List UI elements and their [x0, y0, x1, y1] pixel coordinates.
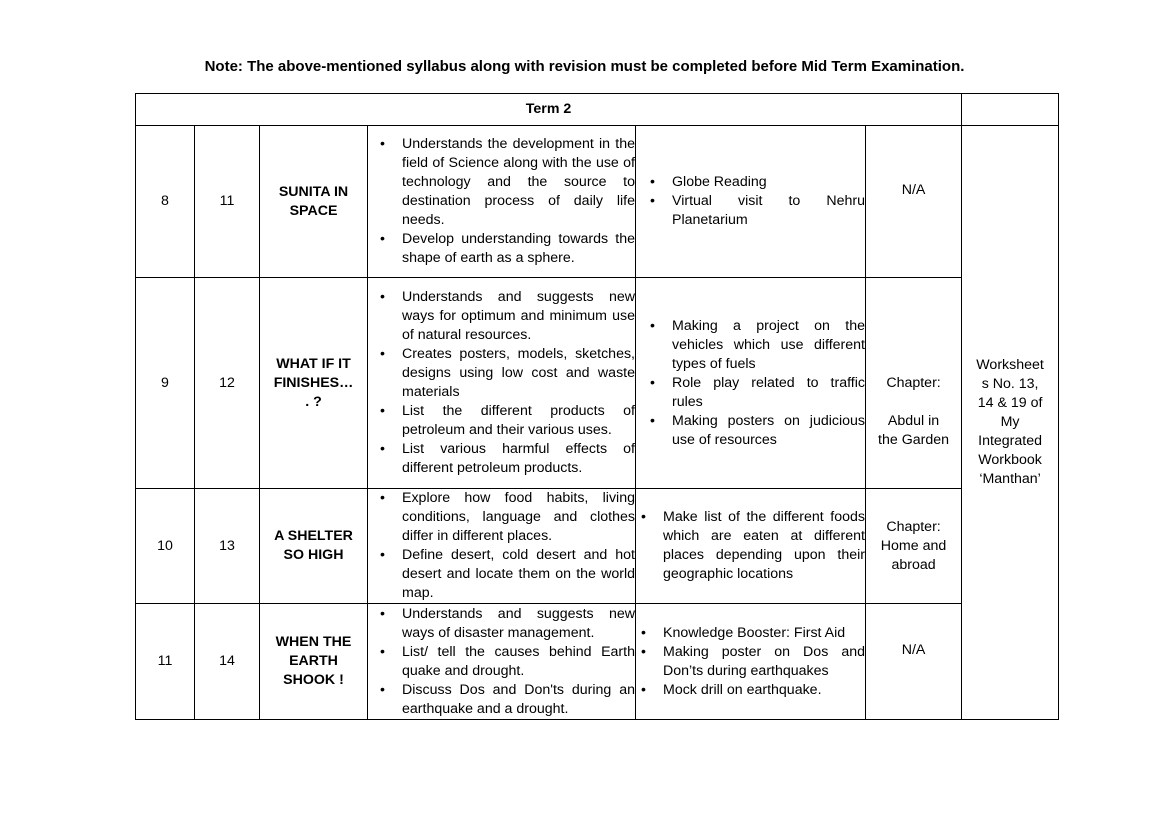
list-item: • Role play related to traffic rules — [672, 374, 865, 412]
list-item: • Understands the development in the field of Science along with the use of technology and the source to destination process of daily life needs. — [402, 135, 635, 230]
serial-number: 8 — [136, 126, 195, 278]
table-row — [136, 604, 1059, 720]
list-item: • Knowledge Booster: First Aid — [663, 624, 865, 643]
list-item: • Globe Reading — [672, 173, 865, 192]
chapter-number: 13 — [195, 489, 260, 604]
subject-integration: N/A — [866, 604, 962, 720]
subject-integration: Chapter: Abdul in the Garden — [866, 278, 962, 489]
serial-number: 11 — [136, 604, 195, 720]
worksheet-reference: Worksheet s No. 13, 14 & 19 of My Integrated Workbook ‘Manthan’ — [962, 126, 1059, 720]
list-item: • Discuss Dos and Don'ts during an earthquake and a drought. — [402, 681, 635, 719]
table-row — [136, 126, 1059, 278]
lesson-name: WHEN THE EARTH SHOOK ! — [260, 604, 368, 720]
chapter-number: 14 — [195, 604, 260, 720]
list-item: • Making posters on judicious use of resources — [672, 412, 865, 450]
lesson-name: WHAT IF IT FINISHES… . ? — [260, 278, 368, 489]
term-header-row — [136, 94, 1059, 126]
list-item: • Understands and suggests new ways for optimum and minimum use of natural resources. — [402, 288, 635, 345]
serial-number: 9 — [136, 278, 195, 489]
list-item: • Develop understanding towards the shape of earth as a sphere. — [402, 230, 635, 268]
learning-outcomes — [368, 604, 636, 720]
list-item: • List the different products of petroleum and their various uses. — [402, 402, 635, 440]
subject-integration: N/A — [866, 126, 962, 278]
list-item: • Mock drill on earthquake. — [663, 681, 865, 700]
serial-number: 10 — [136, 489, 195, 604]
list-item: • Define desert, cold desert and hot desert and locate them on the world map. — [402, 546, 635, 603]
syllabus-table — [135, 93, 1059, 720]
activities — [636, 604, 866, 720]
syllabus-note: Note: The above-mentioned syllabus along with revision must be completed before Mid Term Examination. — [204, 58, 965, 75]
learning-outcomes — [368, 489, 636, 604]
list-item: • Make list of the different foods which are eaten at different places depending upon their geographic locations — [663, 508, 865, 584]
list-item: • List various harmful effects of different petroleum products. — [402, 440, 635, 478]
activities — [636, 278, 866, 489]
learning-outcomes — [368, 278, 636, 489]
term-blank-cell — [962, 94, 1059, 126]
list-item: • Making a project on the vehicles which use different types of fuels — [672, 317, 865, 374]
list-item: • Understands and suggests new ways of disaster management. — [402, 605, 635, 643]
chapter-number: 12 — [195, 278, 260, 489]
chapter-number: 11 — [195, 126, 260, 278]
term-title: Term 2 — [136, 94, 962, 126]
activities — [636, 489, 866, 604]
table-row — [136, 278, 1059, 489]
table-row — [136, 489, 1059, 604]
lesson-name: A SHELTER SO HIGH — [260, 489, 368, 604]
subject-integration: Chapter: Home and abroad — [866, 489, 962, 604]
lesson-name: SUNITA IN SPACE — [260, 126, 368, 278]
list-item: • Creates posters, models, sketches, designs using low cost and waste materials — [402, 345, 635, 402]
list-item: • List/ tell the causes behind Earth quake and drought. — [402, 643, 635, 681]
activities — [636, 126, 866, 278]
list-item: • Virtual visit to Nehru Planetarium — [672, 192, 865, 230]
list-item: • Explore how food habits, living conditions, language and clothes differ in different places. — [402, 489, 635, 546]
list-item: • Making poster on Dos and Don’ts during earthquakes — [663, 643, 865, 681]
learning-outcomes — [368, 126, 636, 278]
